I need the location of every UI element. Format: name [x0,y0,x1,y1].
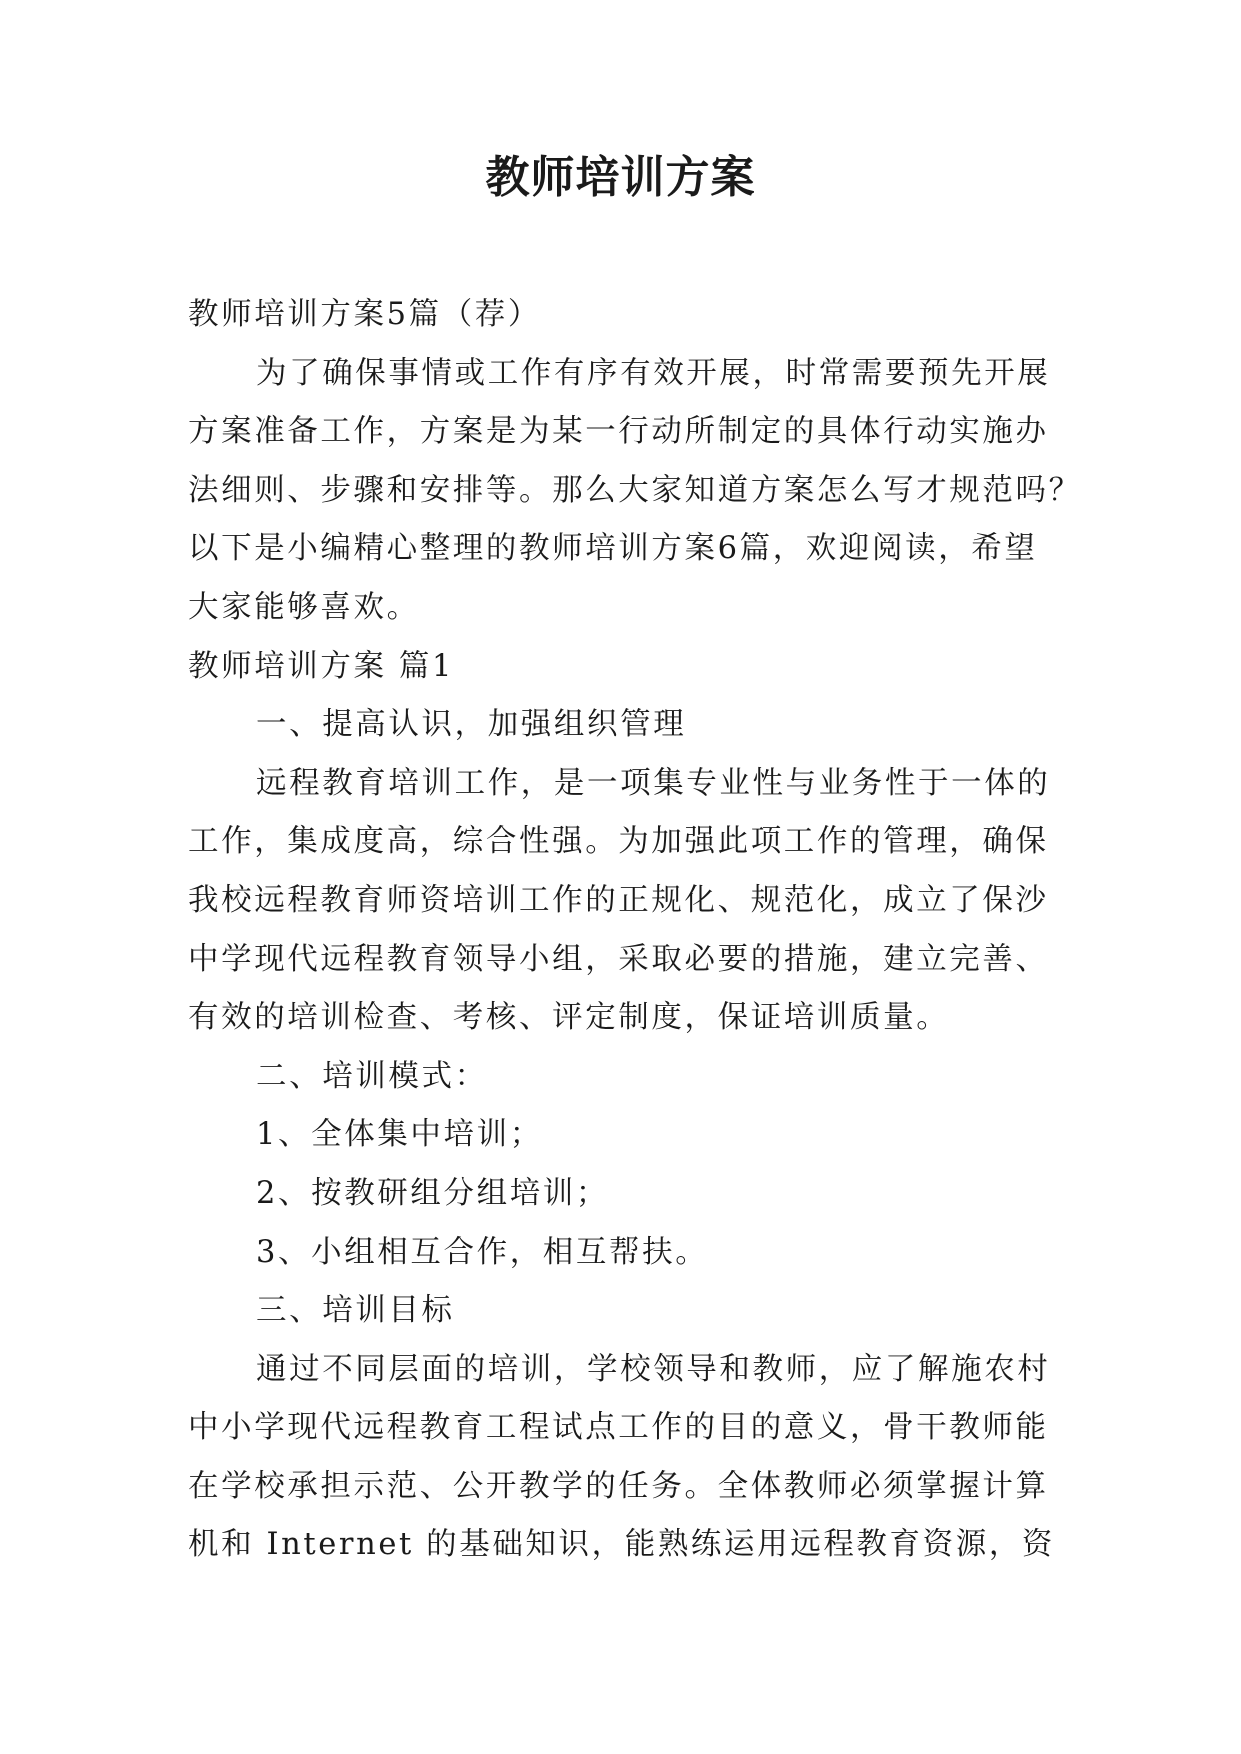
text-line: 有效的培训检查、考核、评定制度，保证培训质量。 [188,1000,950,1036]
text-line: 为了确保事情或工作有序有效开展，时常需要预先开展 [256,355,1051,391]
text-line: 中学现代远程教育领导小组，采取必要的措施，建立完善、 [188,941,1049,977]
text-line: 以下是小编精心整理的教师培训方案6篇，欢迎阅读，希望 [188,531,1038,567]
text-line: 2、按教研组分组培训； [256,1175,610,1211]
text-line: 我校远程教育师资培训工作的正规化、规范化，成立了保沙 [188,882,1049,918]
text-line: 方案准备工作，方案是为某一行动所制定的具体行动实施办 [188,414,1049,450]
text-line: 二、培训模式： [256,1058,488,1094]
document-body [188,286,1082,1575]
text-line: 通过不同层面的培训，学校领导和教师，应了解施农村 [256,1351,1051,1387]
text-line: 在学校承担示范、公开教学的任务。全体教师必须掌握计算 [188,1468,1049,1504]
text-line: 大家能够喜欢。 [188,589,420,625]
text-line: 中小学现代远程教育工程试点工作的目的意义，骨干教师能 [188,1410,1049,1446]
text-line: 教师培训方案 篇1 [188,648,454,684]
document-title: 教师培训方案 [485,152,756,203]
text-line: 1、全体集中培训； [256,1117,543,1153]
text-line: 三、培训目标 [256,1293,455,1329]
text-line: 工作，集成度高，综合性强。为加强此项工作的管理，确保 [188,824,1049,860]
text-line: 教师培训方案5篇（荐） [188,297,542,332]
text-line: 一、提高认识，加强组织管理 [256,707,687,743]
text-line: 远程教育培训工作，是一项集专业性与业务性于一体的 [256,765,1051,801]
text-line: 3、小组相互合作，相互帮扶。 [256,1234,709,1270]
text-line: 法细则、步骤和安排等。那么大家知道方案怎么写才规范吗？ [188,472,1082,508]
text-line: 机和 Internet 的基础知识，能熟练运用远程教育资源，资 [188,1527,1056,1563]
